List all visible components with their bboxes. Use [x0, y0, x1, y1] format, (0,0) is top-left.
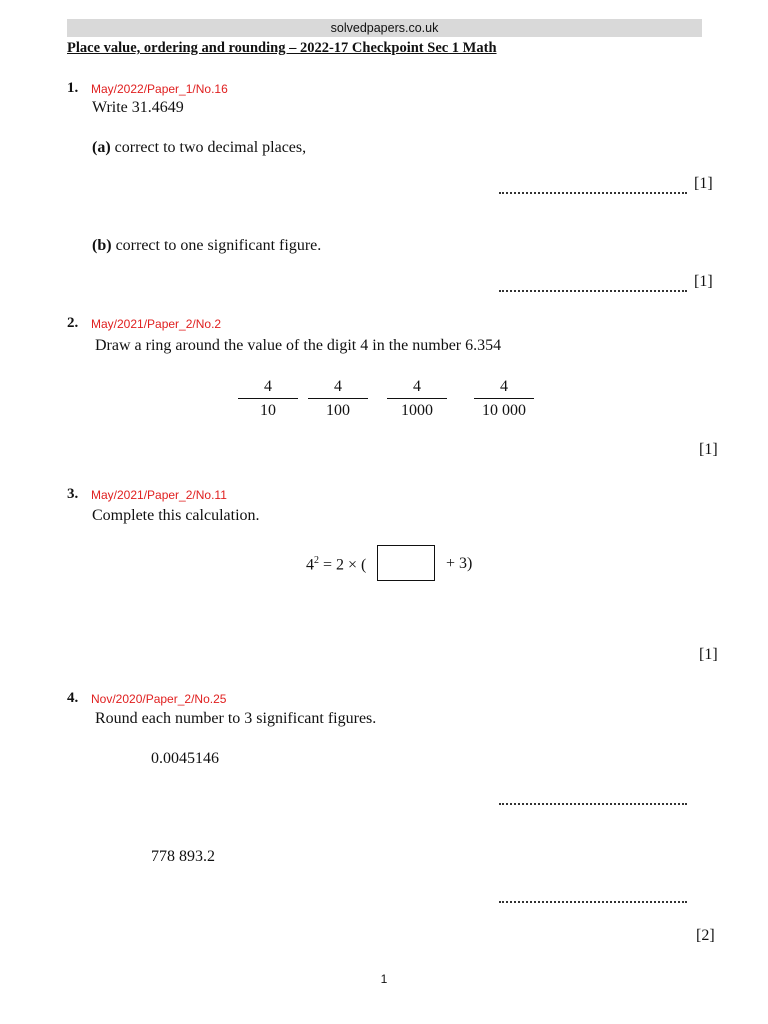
question-4-source: Nov/2020/Paper_2/No.25	[91, 692, 227, 706]
equation-right: + 3)	[446, 555, 473, 572]
marks-1a: [1]	[694, 175, 713, 192]
marks-3: [1]	[699, 646, 718, 663]
equation-left	[306, 555, 366, 574]
question-1-prompt: Write 31.4649	[92, 99, 184, 116]
answer-line-4-first[interactable]	[499, 803, 687, 805]
fraction-option[interactable]	[387, 377, 447, 421]
base: 4	[306, 556, 314, 574]
numerator: 4	[413, 378, 421, 395]
question-2-source: May/2021/Paper_2/No.2	[91, 317, 222, 331]
number-to-round: 778 893.2	[151, 848, 215, 865]
document-title: Place value, ordering and rounding – 2022-17 Checkpoint Sec 1 Math	[67, 40, 497, 56]
question-3-source: May/2021/Paper_2/No.11	[91, 488, 227, 502]
numerator: 4	[264, 378, 272, 395]
question-3-prompt: Complete this calculation.	[92, 507, 260, 524]
question-2-prompt: Draw a ring around the value of the digit 4 in the number 6.354	[95, 337, 502, 354]
number-to-round: 0.0045146	[151, 750, 219, 767]
question-1a	[92, 139, 306, 157]
answer-line-1b[interactable]	[499, 290, 687, 292]
fraction-bar	[238, 398, 298, 399]
answer-box[interactable]	[377, 545, 435, 581]
question-1-number: 1.	[67, 80, 79, 96]
fraction-option[interactable]	[238, 377, 298, 421]
marks-1b: [1]	[694, 273, 713, 290]
answer-line-4-second[interactable]	[499, 901, 687, 903]
site-banner: solvedpapers.co.uk	[67, 19, 702, 37]
denominator: 10	[260, 402, 276, 419]
fraction-option[interactable]	[474, 377, 534, 421]
part-text: correct to one significant figure.	[115, 237, 322, 254]
numerator: 4	[334, 378, 342, 395]
answer-line-1a[interactable]	[499, 192, 687, 194]
fraction-option[interactable]	[308, 377, 368, 421]
part-text: correct to two decimal places,	[114, 139, 307, 156]
fraction-bar	[387, 398, 447, 399]
question-3-number: 3.	[67, 486, 79, 502]
part-label: (b)	[92, 237, 112, 254]
exponent: 2	[314, 555, 319, 566]
marks-2: [1]	[699, 441, 718, 458]
question-4-number: 4.	[67, 690, 79, 706]
fraction-bar	[308, 398, 368, 399]
question-1-source: May/2022/Paper_1/No.16	[91, 82, 228, 96]
denominator: 10 000	[482, 402, 526, 419]
page-number: 1	[380, 972, 388, 986]
numerator: 4	[500, 378, 508, 395]
denominator: 1000	[401, 402, 433, 419]
question-1b	[92, 237, 321, 255]
fraction-bar	[474, 398, 534, 399]
denominator: 100	[326, 402, 350, 419]
equation-middle: = 2 × (	[319, 556, 367, 574]
question-2-number: 2.	[67, 315, 79, 331]
part-label: (a)	[92, 139, 111, 156]
question-4-prompt: Round each number to 3 significant figures.	[95, 710, 377, 727]
marks-4: [2]	[696, 927, 715, 944]
